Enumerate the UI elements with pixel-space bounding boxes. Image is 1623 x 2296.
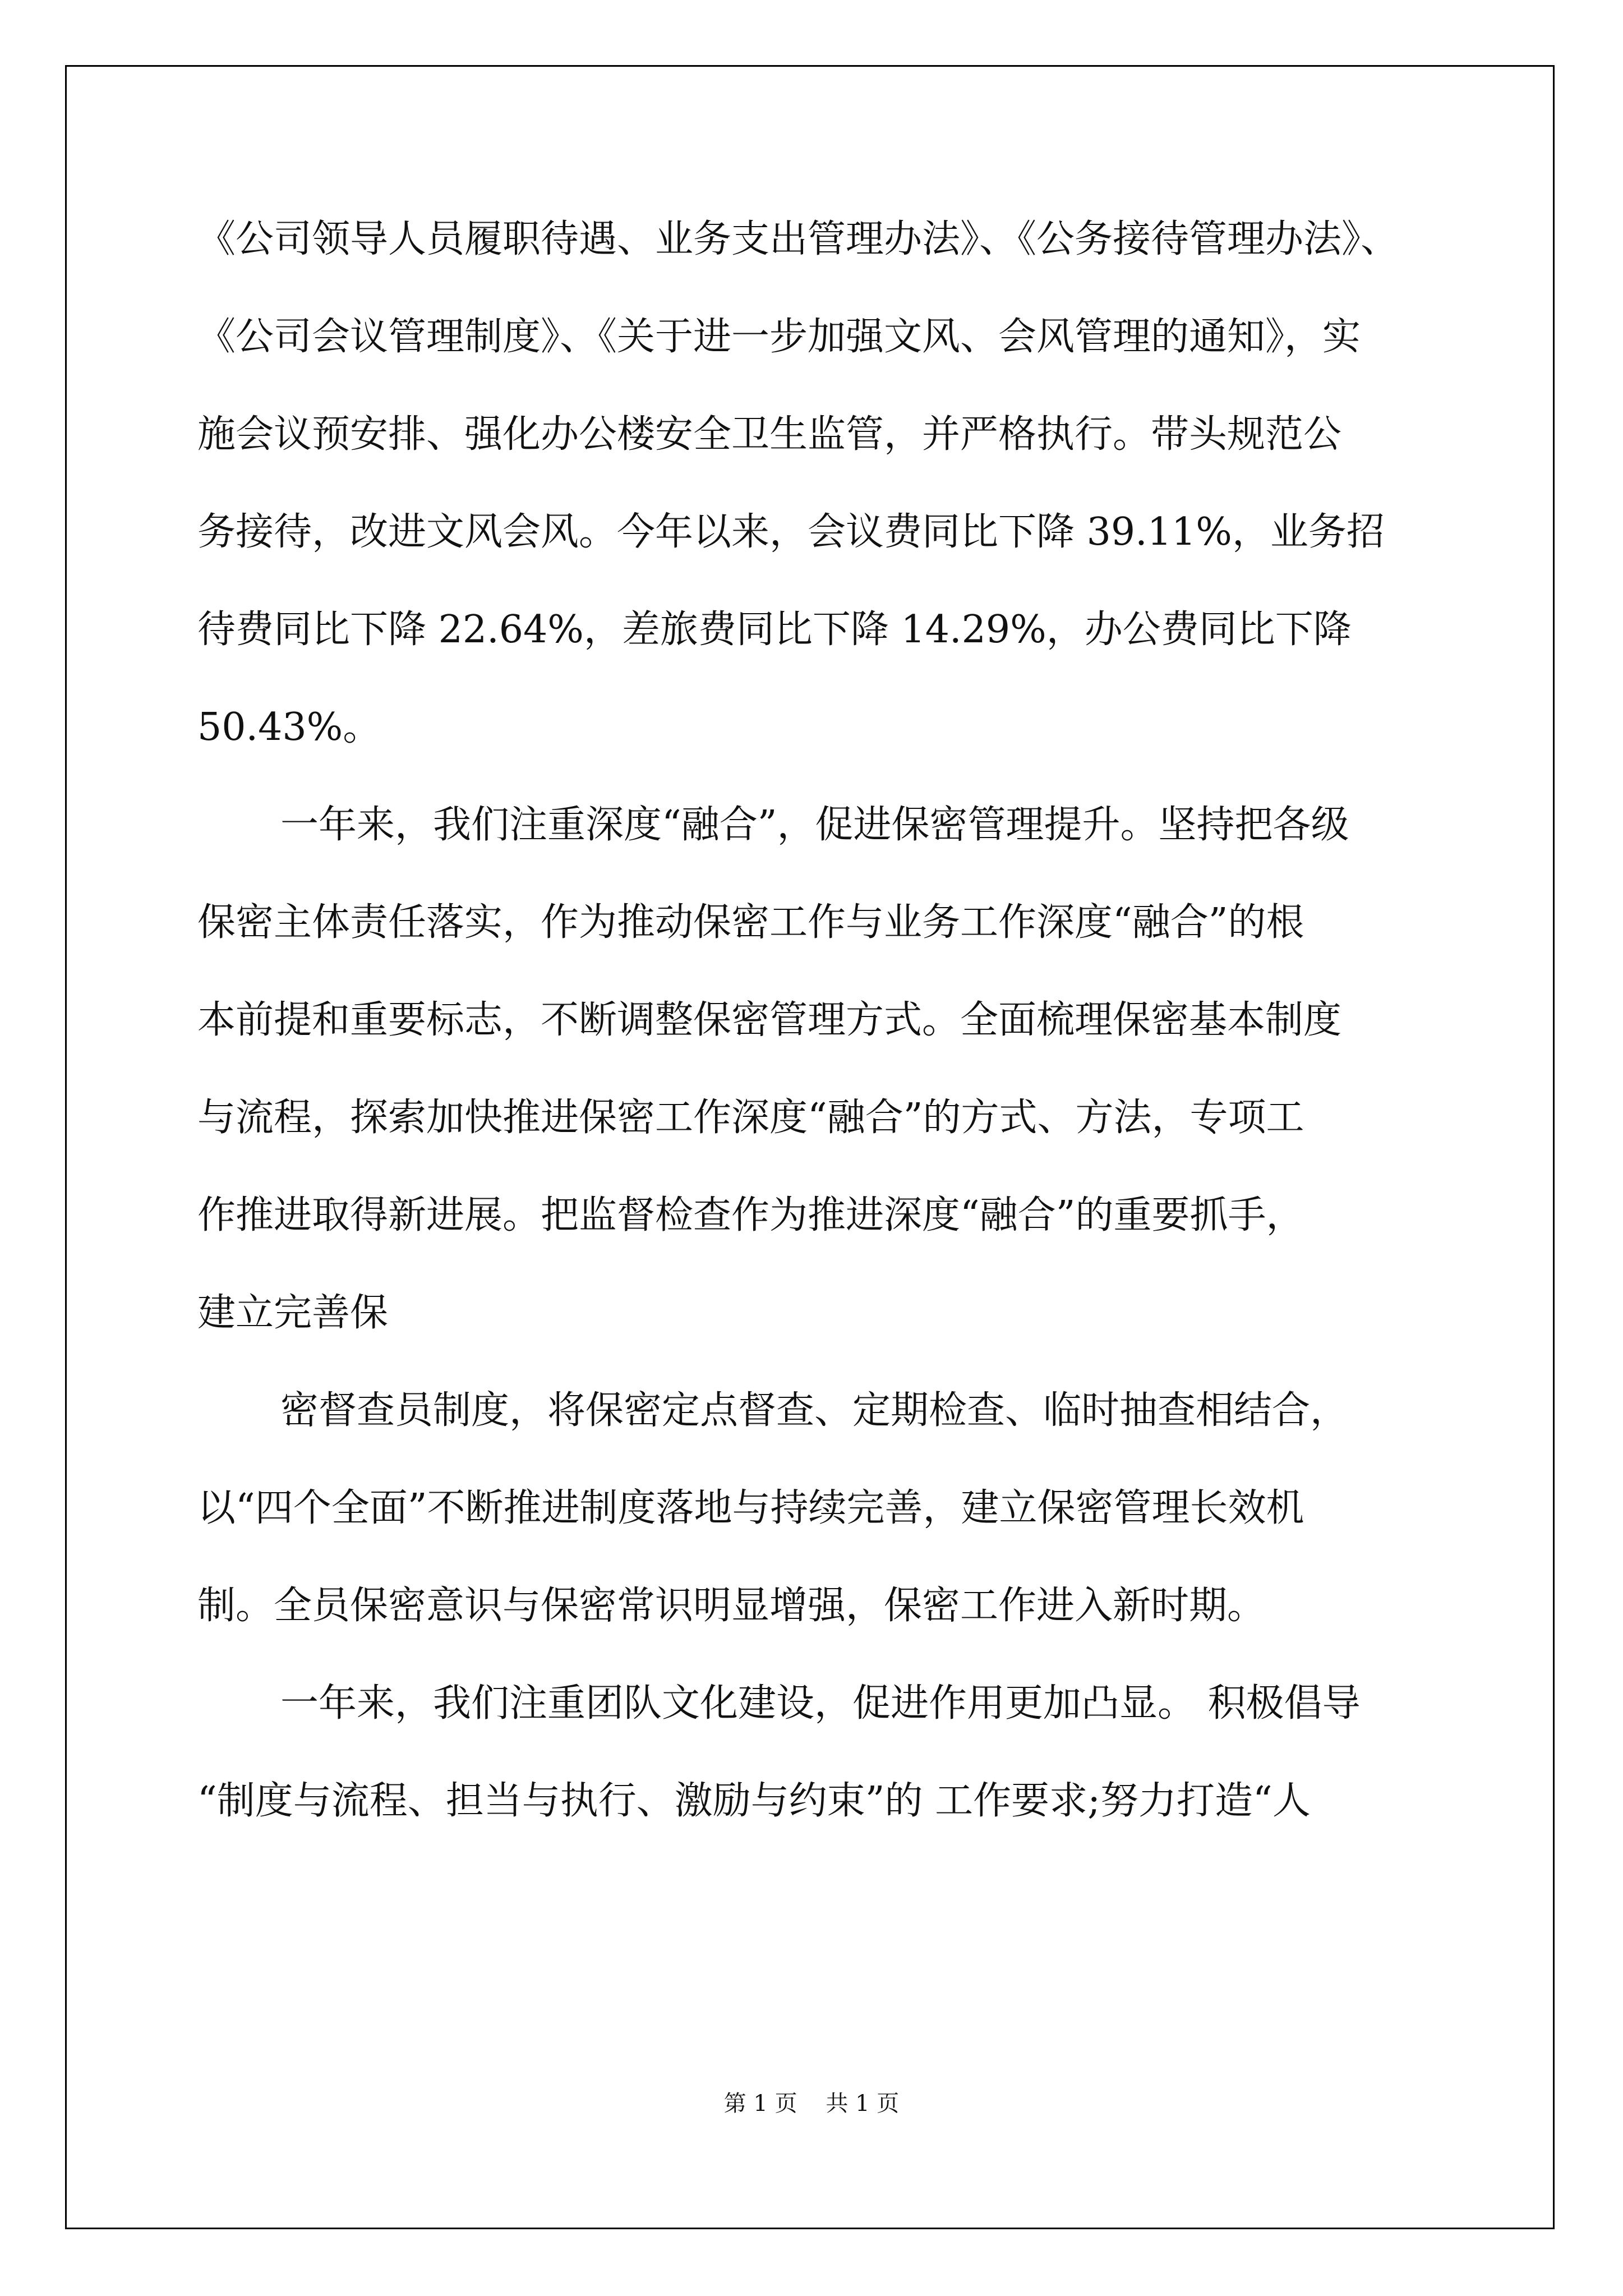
text-line: “制度与流程、担当与执行、激励与约束”的 工作要求;努力打造“人 [197, 1779, 1311, 1823]
page-footer [0, 2086, 1623, 2118]
text-line: 50.43%。 [197, 705, 381, 749]
text-line: 以“四个全面”不断推进制度落地与持续完善，建立保密管理长效机 [197, 1486, 1304, 1530]
text-line: 待费同比下降 22.64%，差旅费同比下降 14.29%，办公费同比下降 [197, 608, 1352, 652]
text-line: 建立完善保 [197, 1291, 389, 1335]
text-line: 一年来，我们注重深度“融合”，促进保密管理提升。坚持把各级 [280, 803, 1349, 847]
text-line: 密督查员制度，将保密定点督查、定期检查、临时抽查相结合， [280, 1388, 1349, 1433]
text-line: 一年来，我们注重团队文化建设，促进作用更加凸显。 积极倡导 [280, 1681, 1361, 1726]
document-body [197, 191, 1431, 1850]
text-line: 与流程，探索加快推进保密工作深度“融合”的方式、方法，专项工 [197, 1096, 1304, 1140]
text-line: 《公司会议管理制度》、《关于进一步加强文风、会风管理的通知》，实 [197, 315, 1361, 359]
text-line: 制。全员保密意识与保密常识明显增强，保密工作进入新时期。 [197, 1584, 1266, 1628]
text-line: 务接待，改进文风会风。今年以来，会议费同比下降 39.11%，业务招 [197, 510, 1385, 554]
text-line: 保密主体责任落实，作为推动保密工作与业务工作深度“融合”的根 [197, 900, 1304, 945]
text-line: 《公司领导人员履职待遇、业务支出管理办法》、《公务接待管理办法》、 [197, 217, 1399, 261]
page-number: 第 1 页 共 1 页 [723, 2091, 900, 2116]
text-line: 本前提和重要标志，不断调整保密管理方式。全面梳理保密基本制度 [197, 998, 1342, 1042]
text-line: 施会议预安排、强化办公楼安全卫生监管，并严格执行。带头规范公 [197, 412, 1342, 457]
text-line: 作推进取得新进展。把监督检查作为推进深度“融合”的重要抓手， [197, 1193, 1304, 1237]
